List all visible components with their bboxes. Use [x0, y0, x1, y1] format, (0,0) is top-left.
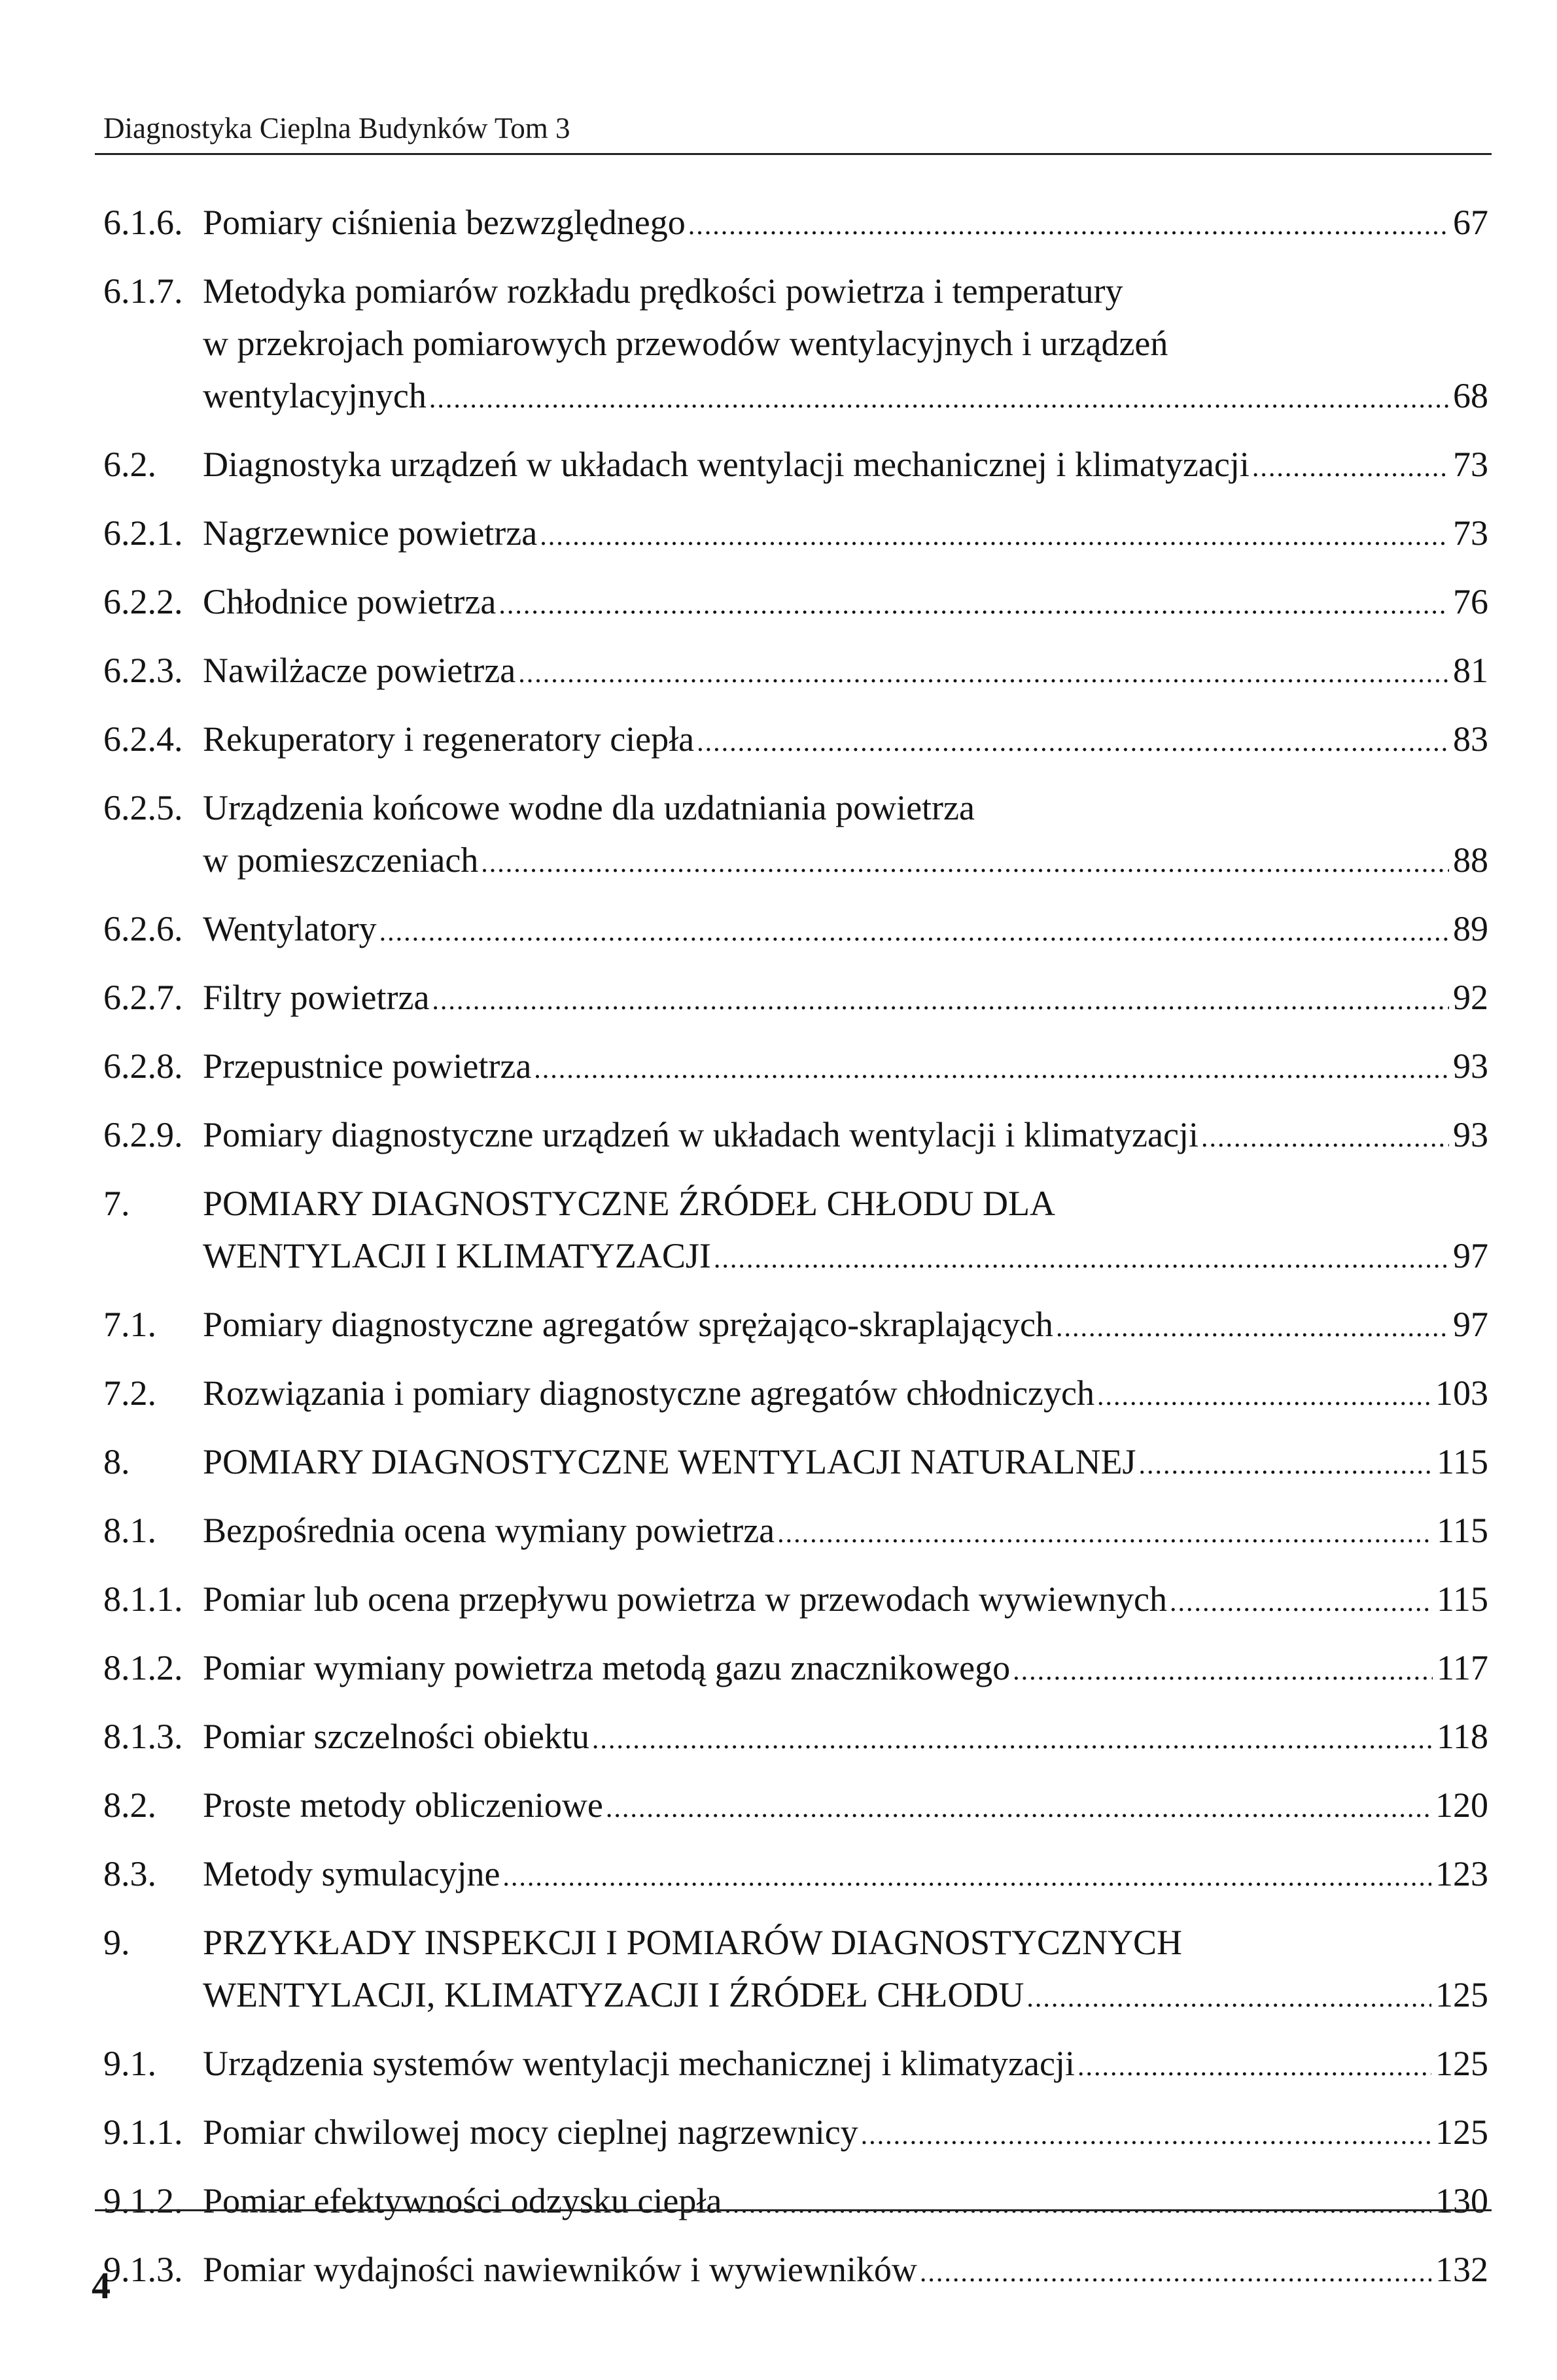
toc-entry-page: 132 [1435, 2250, 1488, 2289]
dot-leader [714, 1233, 1449, 1285]
toc-entry-page: 73 [1453, 445, 1488, 484]
toc-entry-page: 123 [1435, 1854, 1488, 1893]
toc-entry-page: 89 [1453, 909, 1488, 948]
toc-entry-title: Rekuperatory i regeneratory ciepła [203, 719, 695, 759]
toc-entry [103, 2243, 1488, 2299]
toc-entry-title: Pomiary ciśnienia bezwzględnego [203, 203, 686, 242]
toc-entry-page: 93 [1453, 1046, 1488, 1086]
dot-leader [920, 2247, 1431, 2299]
toc-entry-title-line: PRZYKŁADY INSPEKCJI I POMIARÓW DIAGNOSTYCZNYCH [203, 1923, 1183, 1962]
toc-entry-number: 6.2.3. [103, 651, 183, 690]
toc-entry-page: 115 [1437, 1511, 1488, 1550]
toc-entry-number: 6.2.1. [103, 513, 183, 553]
toc-entry-title: Pomiary diagnostyczne urządzeń w układach wentylacji i klimatyzacji [203, 1115, 1198, 1154]
toc-entry [103, 971, 1488, 1027]
toc-entry-page: 92 [1453, 978, 1488, 1017]
toc-entry [103, 507, 1488, 562]
toc-entry-number: 8.1.2. [103, 1648, 183, 1687]
toc-entry-title: Przepustnice powietrza [203, 1046, 532, 1086]
toc-entry [103, 1436, 1488, 1491]
toc-entry-number: 9.1.1. [103, 2113, 183, 2152]
toc-entry [103, 1367, 1488, 1423]
dot-leader [1013, 1645, 1433, 1697]
dot-leader [481, 837, 1449, 889]
toc-entry [103, 438, 1488, 494]
dot-leader [1138, 1439, 1433, 1491]
toc-entry-page: 118 [1437, 1717, 1488, 1756]
toc-entry-number: 6.2.5. [103, 788, 183, 827]
toc-entry-title: Diagnostyka urządzeń w układach wentylacji mechanicznej i klimatyzacji [203, 445, 1250, 484]
dot-leader [429, 373, 1449, 425]
dot-leader [592, 1714, 1433, 1766]
dot-leader [502, 1851, 1431, 1903]
toc-entry-title: wentylacyjnych [203, 376, 427, 415]
toc-entry-number: 6.2.4. [103, 719, 183, 759]
dot-leader [379, 906, 1449, 958]
dot-leader [606, 1782, 1431, 1835]
toc-entry-title: Pomiary diagnostyczne agregatów sprężająco-skraplających [203, 1305, 1053, 1344]
toc-entry [103, 1177, 1488, 1285]
toc-entry-title: Metody symulacyjne [203, 1854, 500, 1893]
toc-entry-number: 8.2. [103, 1785, 156, 1825]
toc-entry-number: 6.1.6. [103, 203, 183, 242]
dot-leader [1097, 1370, 1431, 1423]
toc-entry-title: Pomiar wymiany powietrza metodą gazu znacznikowego [203, 1648, 1011, 1687]
dot-leader [1170, 1576, 1433, 1629]
toc-entry-page: 97 [1453, 1236, 1488, 1275]
toc-entry-title: Pomiar wydajności nawiewników i wywiewników [203, 2250, 917, 2289]
toc-entry-title: Urządzenia systemów wentylacji mechanicznej i klimatyzacji [203, 2044, 1075, 2083]
toc-entry-page: 81 [1453, 651, 1488, 690]
toc-entry-number: 6.2.6. [103, 909, 183, 948]
toc-entry [103, 644, 1488, 700]
toc-entry [103, 1109, 1488, 1164]
toc-entry [103, 1040, 1488, 1095]
dot-leader [724, 2178, 1431, 2230]
toc-entry-title: Nawilżacze powietrza [203, 651, 516, 690]
toc-entry [103, 2037, 1488, 2093]
toc-entry-number: 8. [103, 1442, 130, 1481]
dot-leader [534, 1043, 1449, 1095]
toc-entry [103, 1779, 1488, 1835]
toc-entry-number: 6.2.2. [103, 582, 183, 621]
toc-entry-title: Wentylatory [203, 909, 377, 948]
toc-entry-title: Pomiar lub ocena przepływu powietrza w przewodach wywiewnych [203, 1579, 1167, 1619]
running-header: Diagnostyka Cieplna Budynków Tom 3 [103, 112, 570, 145]
toc-entry-page: 125 [1435, 1975, 1488, 2014]
toc-entry-page: 93 [1453, 1115, 1488, 1154]
table-of-contents [103, 196, 1488, 2312]
toc-entry-page: 97 [1453, 1305, 1488, 1344]
toc-entry-number: 8.1.1. [103, 1579, 183, 1619]
toc-entry-page: 73 [1453, 513, 1488, 553]
toc-entry [103, 1642, 1488, 1697]
toc-entry-title: Chłodnice powietrza [203, 582, 497, 621]
dot-leader [777, 1508, 1433, 1560]
dot-leader [540, 510, 1449, 562]
toc-entry-number: 7.1. [103, 1305, 156, 1344]
toc-entry [103, 903, 1488, 958]
toc-entry-title: Bezpośrednia ocena wymiany powietrza [203, 1511, 775, 1550]
toc-entry-number: 6.1.7. [103, 271, 183, 311]
dot-leader [697, 716, 1449, 768]
toc-entry-title: Nagrzewnice powietrza [203, 513, 538, 553]
dot-leader [518, 647, 1449, 700]
toc-entry-page: 88 [1453, 840, 1488, 880]
toc-entry [103, 265, 1488, 425]
toc-entry-title-line: w przekrojach pomiarowych przewodów wentylacyjnych i urządzeń [203, 324, 1168, 363]
toc-entry-title: Pomiar chwilowej mocy cieplnej nagrzewnicy [203, 2113, 858, 2152]
toc-entry-number: 8.1.3. [103, 1717, 183, 1756]
toc-entry [103, 196, 1488, 252]
toc-entry-number: 9. [103, 1923, 130, 1962]
toc-entry [103, 1916, 1488, 2024]
toc-entry [103, 1710, 1488, 1766]
dot-leader [432, 974, 1449, 1027]
dot-leader [1252, 441, 1449, 494]
toc-entry-page: 125 [1435, 2044, 1488, 2083]
toc-entry-page: 130 [1435, 2181, 1488, 2220]
toc-entry-number: 7.2. [103, 1373, 156, 1413]
toc-entry-title: Pomiar efektywności odzysku ciepła [203, 2181, 722, 2220]
toc-entry-title-line: Urządzenia końcowe wodne dla uzdatniania powietrza [203, 788, 975, 827]
toc-entry-title: WENTYLACJI I KLIMATYZACJI [203, 1236, 711, 1275]
dot-leader [861, 2109, 1431, 2162]
toc-entry-title-line: POMIARY DIAGNOSTYCZNE ŹRÓDEŁ CHŁODU DLA [203, 1184, 1055, 1223]
toc-entry-page: 115 [1437, 1579, 1488, 1619]
toc-entry-number: 9.1.3. [103, 2250, 183, 2289]
toc-entry-title: w pomieszczeniach [203, 840, 479, 880]
toc-entry-number: 8.3. [103, 1854, 156, 1893]
dot-leader [688, 199, 1449, 252]
toc-entry [103, 1504, 1488, 1560]
toc-entry [103, 2175, 1488, 2230]
dot-leader [499, 579, 1449, 631]
toc-entry-title-line: Metodyka pomiarów rozkładu prędkości powietrza i temperatury [203, 271, 1123, 311]
toc-entry-title: WENTYLACJI, KLIMATYZACJI I ŹRÓDEŁ CHŁODU [203, 1975, 1024, 2014]
dot-leader [1026, 1972, 1431, 2024]
dot-leader [1056, 1302, 1449, 1354]
header-rule [95, 153, 1492, 155]
toc-entry-page: 117 [1437, 1648, 1488, 1687]
toc-entry-page: 120 [1435, 1785, 1488, 1825]
toc-entry-page: 115 [1437, 1442, 1488, 1481]
toc-entry [103, 1298, 1488, 1354]
toc-entry-title: Pomiar szczelności obiektu [203, 1717, 589, 1756]
toc-entry [103, 576, 1488, 631]
toc-entry-number: 6.2.7. [103, 978, 183, 1017]
toc-entry-page: 83 [1453, 719, 1488, 759]
toc-entry [103, 713, 1488, 768]
toc-entry-number: 8.1. [103, 1511, 156, 1550]
page-number: 4 [92, 2264, 111, 2307]
toc-entry-title: Proste metody obliczeniowe [203, 1785, 603, 1825]
footer-rule [95, 2209, 1492, 2211]
toc-entry [103, 1848, 1488, 1903]
toc-entry-title: Filtry powietrza [203, 978, 430, 1017]
toc-entry [103, 1573, 1488, 1629]
toc-entry-number: 6.2. [103, 445, 156, 484]
toc-entry-title: Rozwiązania i pomiary diagnostyczne agregatów chłodniczych [203, 1373, 1094, 1413]
toc-entry-page: 125 [1435, 2113, 1488, 2152]
toc-entry-number: 7. [103, 1184, 130, 1223]
toc-entry-page: 76 [1453, 582, 1488, 621]
toc-entry [103, 2106, 1488, 2162]
toc-entry-title: POMIARY DIAGNOSTYCZNE WENTYLACJI NATURALNEJ [203, 1442, 1136, 1481]
toc-entry-page: 103 [1435, 1373, 1488, 1413]
toc-entry [103, 782, 1488, 889]
dot-leader [1201, 1112, 1449, 1164]
dot-leader [1077, 2041, 1431, 2093]
toc-entry-number: 6.2.8. [103, 1046, 183, 1086]
toc-entry-number: 6.2.9. [103, 1115, 183, 1154]
toc-entry-page: 68 [1453, 376, 1488, 415]
toc-entry-number: 9.1.2. [103, 2181, 183, 2220]
toc-entry-page: 67 [1453, 203, 1488, 242]
toc-entry-number: 9.1. [103, 2044, 156, 2083]
